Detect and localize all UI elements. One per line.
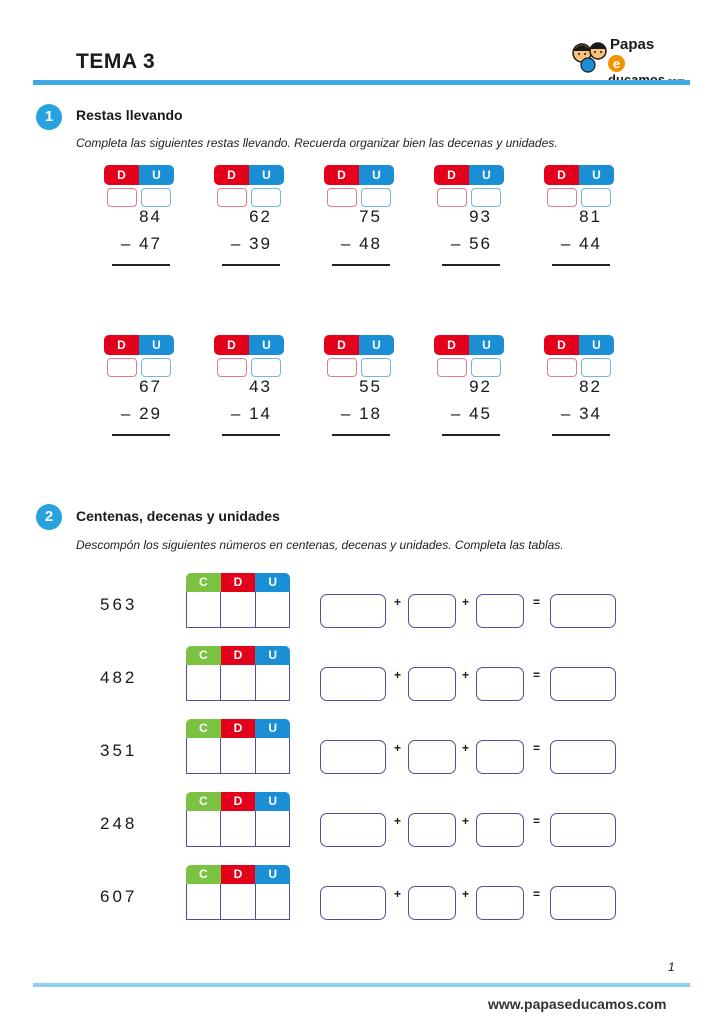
tens-label: D — [221, 646, 256, 665]
units-value-box[interactable] — [476, 886, 524, 920]
subtrahend: – 34 — [560, 404, 602, 423]
minuend: 75 — [359, 207, 382, 226]
page-title: TEMA 3 — [76, 50, 156, 73]
tens-answer-box[interactable] — [437, 188, 467, 207]
plus-sign: + — [394, 887, 402, 901]
equals-sign: = — [533, 814, 541, 828]
minuend: 55 — [359, 377, 382, 396]
cdu-table — [186, 646, 290, 702]
minuend: 84 — [139, 207, 162, 226]
subtrahend: – 39 — [230, 234, 272, 253]
number-to-decompose: 607 — [100, 887, 138, 906]
result-line — [442, 264, 500, 266]
units-value-box[interactable] — [476, 740, 524, 774]
units-label: U — [255, 573, 290, 592]
subtraction-problem — [214, 335, 288, 445]
tens-answer-box[interactable] — [547, 188, 577, 207]
du-header — [104, 335, 174, 355]
units-label: U — [139, 165, 174, 185]
tens-label: D — [221, 865, 256, 884]
hundreds-value-box[interactable] — [320, 667, 386, 701]
tens-cell[interactable] — [221, 811, 255, 846]
equals-sign: = — [533, 887, 541, 901]
plus-sign: + — [394, 668, 402, 682]
subtraction-problem — [434, 165, 508, 275]
section-1-number-badge: 1 — [36, 104, 62, 130]
tens-label: D — [214, 335, 249, 355]
units-label: U — [359, 335, 394, 355]
tens-answer-box[interactable] — [217, 358, 247, 377]
plus-sign: + — [462, 814, 470, 828]
total-value-box[interactable] — [550, 740, 616, 774]
plus-sign: + — [394, 595, 402, 609]
tens-label: D — [221, 719, 256, 738]
units-label: U — [249, 165, 284, 185]
section-2-instruction: Descompón los siguientes números en centenas, decenas y unidades. Completa las tablas. — [76, 538, 564, 552]
result-line — [442, 434, 500, 436]
logo-text-top: Papas — [610, 36, 655, 53]
cdu-header — [186, 719, 290, 738]
tens-answer-box[interactable] — [437, 358, 467, 377]
hundreds-label: C — [186, 719, 221, 738]
hundreds-cell[interactable] — [187, 738, 221, 773]
cdu-table — [186, 792, 290, 848]
hundreds-value-box[interactable] — [320, 813, 386, 847]
result-line — [332, 434, 390, 436]
du-header — [434, 165, 504, 185]
units-answer-box[interactable] — [251, 188, 281, 207]
section-1-title: Restas llevando — [76, 107, 183, 123]
tens-label: D — [324, 165, 359, 185]
units-value-box[interactable] — [476, 594, 524, 628]
tens-label: D — [544, 165, 579, 185]
minuend: 92 — [469, 377, 492, 396]
units-cell[interactable] — [256, 665, 289, 700]
tens-answer-box[interactable] — [107, 358, 137, 377]
subtraction-problem — [104, 335, 178, 445]
units-cell[interactable] — [256, 592, 289, 627]
du-header — [324, 335, 394, 355]
result-line — [222, 434, 280, 436]
decomposition-row — [100, 719, 620, 779]
units-label: U — [139, 335, 174, 355]
result-line — [112, 264, 170, 266]
units-answer-box[interactable] — [581, 188, 611, 207]
plus-sign: + — [462, 887, 470, 901]
plus-sign: + — [462, 668, 470, 682]
tens-label: D — [221, 573, 256, 592]
tens-label: D — [214, 165, 249, 185]
subtrahend: – 29 — [120, 404, 162, 423]
units-label: U — [579, 165, 614, 185]
tens-cell[interactable] — [221, 665, 255, 700]
minuend: 82 — [579, 377, 602, 396]
total-value-box[interactable] — [550, 813, 616, 847]
section-2-number-badge: 2 — [36, 504, 62, 530]
du-header — [434, 335, 504, 355]
subtrahend: – 47 — [120, 234, 162, 253]
subtrahend: – 14 — [230, 404, 272, 423]
tens-value-box[interactable] — [408, 667, 456, 701]
units-answer-box[interactable] — [581, 358, 611, 377]
units-cell[interactable] — [256, 738, 289, 773]
minuend: 81 — [579, 207, 602, 226]
units-value-box[interactable] — [476, 667, 524, 701]
hundreds-label: C — [186, 792, 221, 811]
hundreds-cell[interactable] — [187, 592, 221, 627]
page-number: 1 — [668, 960, 675, 974]
cdu-header — [186, 573, 290, 592]
units-answer-box[interactable] — [471, 188, 501, 207]
cdu-header — [186, 865, 290, 884]
number-to-decompose: 482 — [100, 668, 138, 687]
equals-sign: = — [533, 668, 541, 682]
cdu-table — [186, 719, 290, 775]
cdu-header — [186, 792, 290, 811]
subtrahend: – 56 — [450, 234, 492, 253]
units-answer-box[interactable] — [141, 358, 171, 377]
result-line — [112, 434, 170, 436]
units-label: U — [249, 335, 284, 355]
du-header — [214, 165, 284, 185]
number-to-decompose: 351 — [100, 741, 138, 760]
decomposition-row — [100, 573, 620, 633]
tens-value-box[interactable] — [408, 594, 456, 628]
tens-answer-box[interactable] — [217, 188, 247, 207]
total-value-box[interactable] — [550, 886, 616, 920]
subtrahend: – 45 — [450, 404, 492, 423]
subtrahend: – 48 — [340, 234, 382, 253]
decomposition-row — [100, 792, 620, 852]
subtrahend: – 18 — [340, 404, 382, 423]
tens-value-box[interactable] — [408, 886, 456, 920]
subtraction-problem — [434, 335, 508, 445]
hundreds-label: C — [186, 865, 221, 884]
tens-answer-box[interactable] — [107, 188, 137, 207]
hundreds-label: C — [186, 573, 221, 592]
subtraction-problem — [214, 165, 288, 275]
units-answer-box[interactable] — [361, 188, 391, 207]
tens-cell[interactable] — [221, 738, 255, 773]
units-label: U — [469, 165, 504, 185]
subtraction-problem — [104, 165, 178, 275]
units-label: U — [359, 165, 394, 185]
subtrahend: – 44 — [560, 234, 602, 253]
plus-sign: + — [462, 595, 470, 609]
logo-text-bottom: e — [608, 55, 690, 87]
number-to-decompose: 248 — [100, 814, 138, 833]
units-label: U — [255, 719, 290, 738]
units-answer-box[interactable] — [361, 358, 391, 377]
family-faces-icon — [570, 39, 610, 73]
decomposition-row — [100, 646, 620, 706]
total-value-box[interactable] — [550, 594, 616, 628]
plus-sign: + — [394, 741, 402, 755]
du-header — [214, 335, 284, 355]
section-2-title: Centenas, decenas y unidades — [76, 508, 280, 524]
du-header — [544, 335, 614, 355]
hundreds-value-box[interactable] — [320, 886, 386, 920]
equals-sign: = — [533, 595, 541, 609]
result-line — [552, 434, 610, 436]
tens-label: D — [221, 792, 256, 811]
cdu-table — [186, 865, 290, 921]
number-to-decompose: 563 — [100, 595, 138, 614]
tens-label: D — [544, 335, 579, 355]
subtraction-problem — [544, 165, 618, 275]
units-answer-box[interactable] — [251, 358, 281, 377]
units-answer-box[interactable] — [141, 188, 171, 207]
hundreds-value-box[interactable] — [320, 594, 386, 628]
decomposition-row — [100, 865, 620, 925]
tens-cell[interactable] — [221, 592, 255, 627]
result-line — [332, 264, 390, 266]
minuend: 43 — [249, 377, 272, 396]
tens-answer-box[interactable] — [327, 358, 357, 377]
units-label: U — [255, 865, 290, 884]
tens-value-box[interactable] — [408, 740, 456, 774]
section-1-instruction: Completa las siguientes restas llevando. Recuerda organizar bien las decenas y unidades. — [76, 136, 558, 150]
units-cell[interactable] — [256, 811, 289, 846]
cdu-table — [186, 573, 290, 629]
footer-divider — [33, 983, 690, 987]
units-label: U — [255, 646, 290, 665]
hundreds-cell[interactable] — [187, 665, 221, 700]
units-label: U — [579, 335, 614, 355]
equals-sign: = — [533, 741, 541, 755]
minuend: 62 — [249, 207, 272, 226]
hundreds-label: C — [186, 646, 221, 665]
tens-answer-box[interactable] — [547, 358, 577, 377]
result-line — [222, 264, 280, 266]
du-header — [544, 165, 614, 185]
footer-url[interactable]: www.papaseducamos.com — [488, 996, 667, 1012]
hundreds-cell[interactable] — [187, 884, 221, 919]
units-cell[interactable] — [256, 884, 289, 919]
subtraction-problem — [324, 335, 398, 445]
header-divider — [33, 80, 690, 85]
tens-label: D — [324, 335, 359, 355]
minuend: 67 — [139, 377, 162, 396]
hundreds-value-box[interactable] — [320, 740, 386, 774]
du-header — [104, 165, 174, 185]
papaseducamos-logo — [570, 33, 690, 77]
total-value-box[interactable] — [550, 667, 616, 701]
result-line — [552, 264, 610, 266]
plus-sign: + — [394, 814, 402, 828]
minuend: 93 — [469, 207, 492, 226]
plus-sign: + — [462, 741, 470, 755]
tens-cell[interactable] — [221, 884, 255, 919]
tens-label: D — [434, 335, 469, 355]
units-value-box[interactable] — [476, 813, 524, 847]
units-label: U — [255, 792, 290, 811]
units-label: U — [469, 335, 504, 355]
tens-label: D — [104, 335, 139, 355]
tens-value-box[interactable] — [408, 813, 456, 847]
cdu-header — [186, 646, 290, 665]
du-header — [324, 165, 394, 185]
units-answer-box[interactable] — [471, 358, 501, 377]
hundreds-cell[interactable] — [187, 811, 221, 846]
tens-answer-box[interactable] — [327, 188, 357, 207]
tens-label: D — [104, 165, 139, 185]
tens-label: D — [434, 165, 469, 185]
subtraction-problem — [324, 165, 398, 275]
subtraction-problem — [544, 335, 618, 445]
